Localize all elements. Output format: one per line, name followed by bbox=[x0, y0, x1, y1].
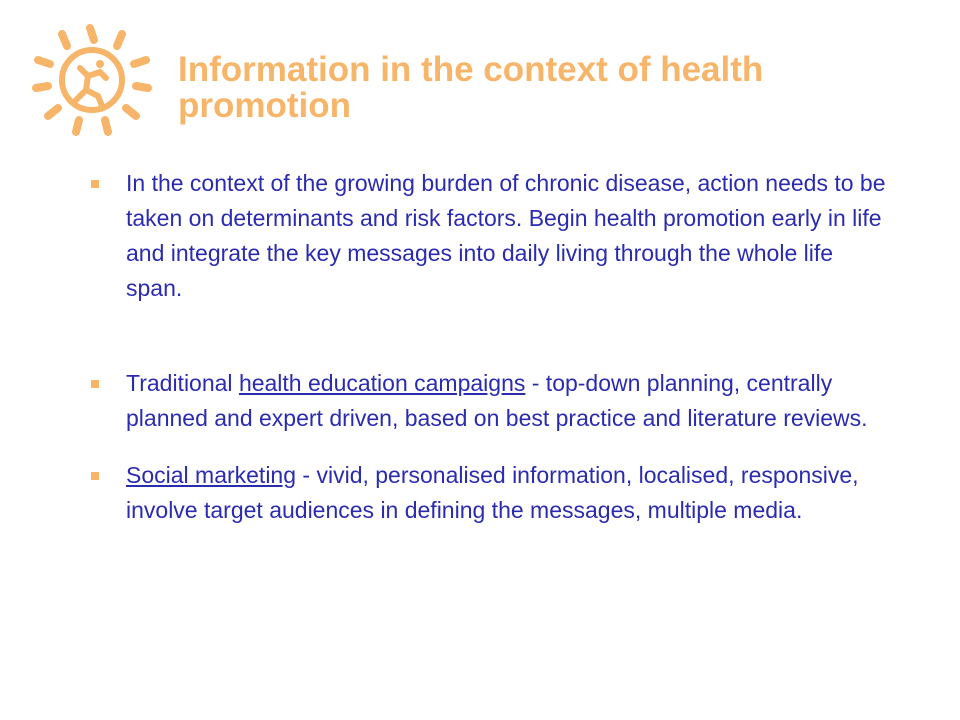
social-marketing-link[interactable]: Social marketing bbox=[126, 462, 297, 488]
page-title: Information in the context of health promotion bbox=[178, 50, 764, 125]
bullet-item-chronic-disease bbox=[88, 166, 888, 306]
bullet-item-traditional-campaigns bbox=[88, 366, 888, 436]
bullet-item-social-marketing bbox=[88, 458, 888, 528]
bullet-list bbox=[88, 166, 888, 528]
bullet-prefix: Traditional bbox=[126, 370, 239, 396]
square-bullet-icon bbox=[91, 472, 99, 480]
bullet-suffix: - top-down planning, centrally planned and expert driven, based on best practice and literature reviews. bbox=[126, 370, 868, 431]
bullet-text: In the context of the growing burden of chronic disease, action needs to be taken on determinants and risk factors. Begin health promotion early in life and integrate the key messages into daily living through the whole life span. bbox=[126, 170, 886, 301]
health-education-campaigns-link[interactable]: health education campaigns bbox=[238, 370, 526, 396]
sun-figure-logo-icon bbox=[28, 20, 158, 140]
bullet-suffix: - vivid, personalised information, localised, responsive, involve target audiences in defining the messages, multiple media. bbox=[126, 462, 859, 523]
square-bullet-icon bbox=[91, 380, 99, 388]
square-bullet-icon bbox=[91, 180, 99, 188]
